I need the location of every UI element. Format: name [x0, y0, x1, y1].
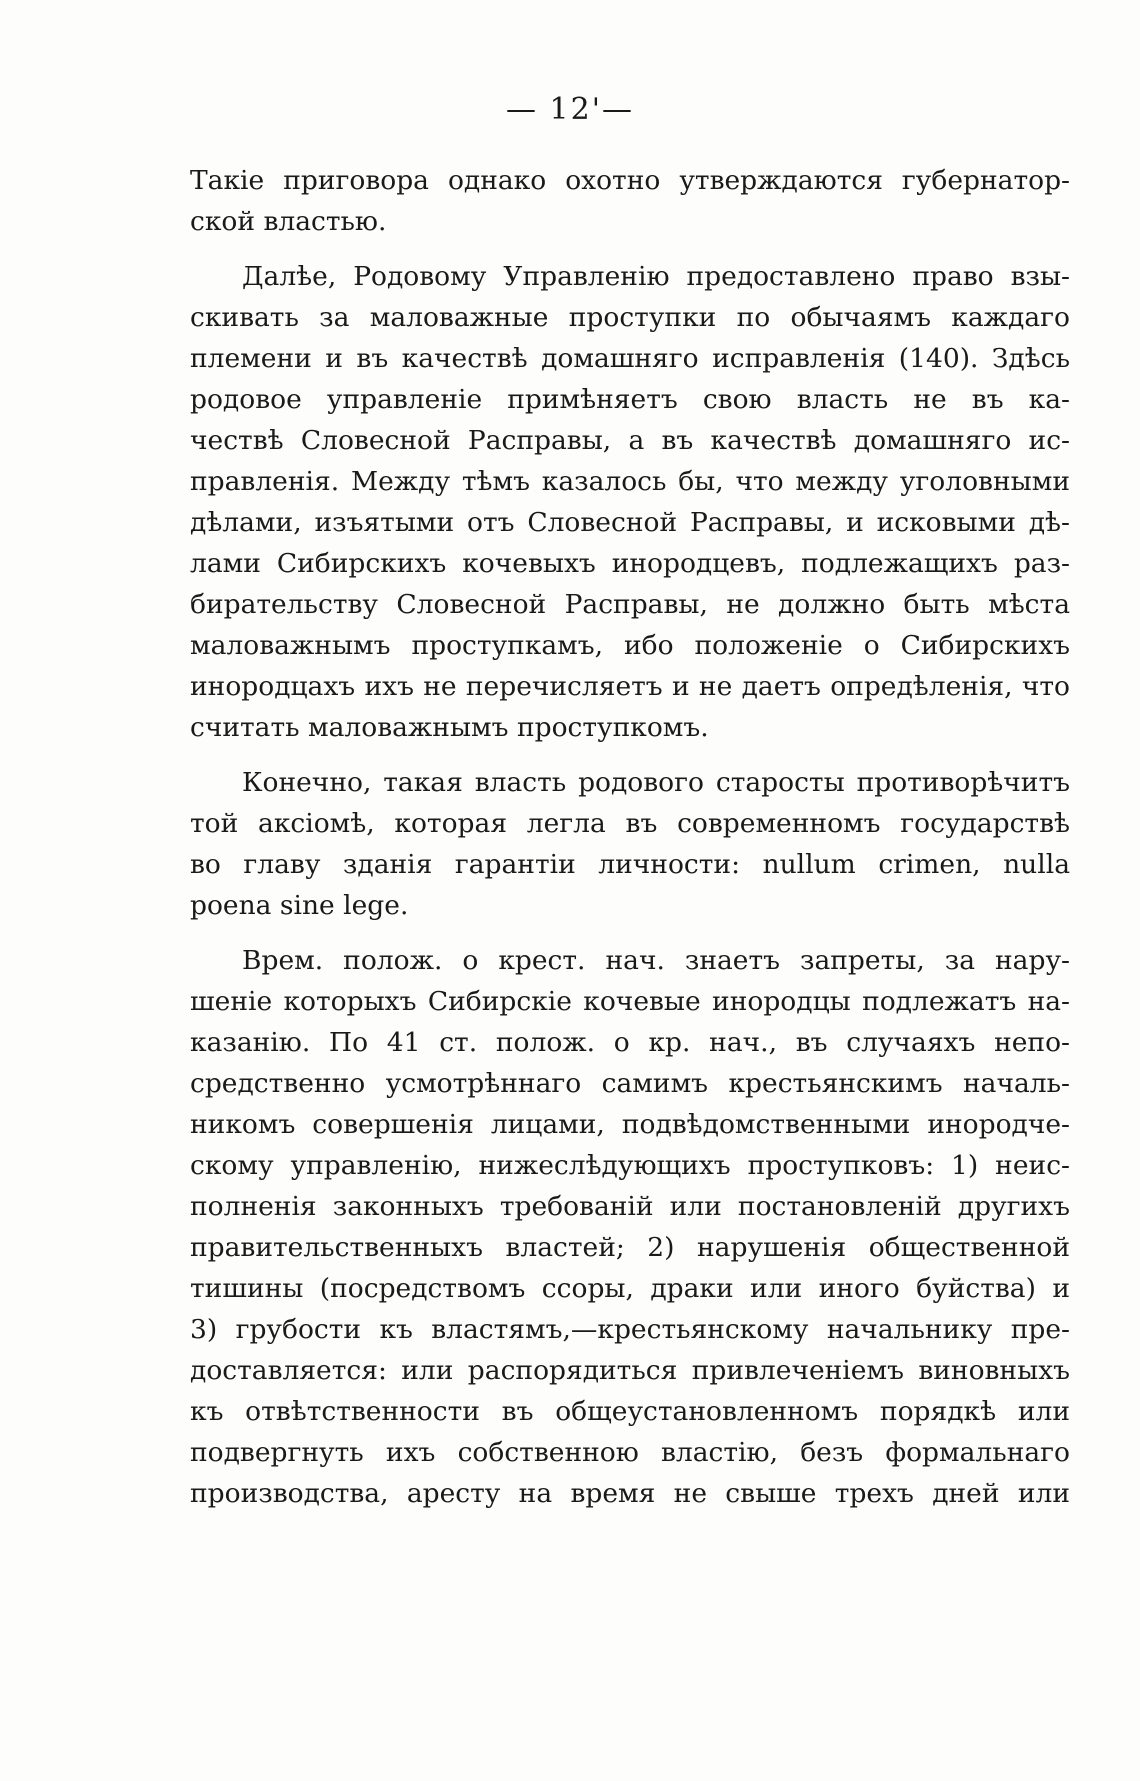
text-line: шеніе которыхъ Сибирскіе кочевые инородцы подлежатъ на- [190, 986, 1070, 1017]
text-line: 3) грубости къ властямъ,—крестьянскому начальнику пре- [190, 1314, 1070, 1345]
text-line: маловажнымъ проступкамъ, ибо положеніе о Сибирскихъ [190, 630, 1070, 661]
text-line: доставляется: или распорядиться привлеченіемъ виновныхъ [190, 1355, 1070, 1386]
text-line: во главу зданія гарантіи личности: nullum crimen, nulla [190, 849, 1070, 880]
text-line: Конечно, такая власть родового старосты противорѣчитъ [242, 767, 1070, 798]
body-text [190, 160, 1070, 1514]
text-line: производства, аресту на время не свыше трехъ дней или [190, 1478, 1070, 1509]
text-line: казанію. По 41 ст. полож. о кр. нач., въ случаяхъ непо- [190, 1027, 1070, 1058]
text-line: считать маловажнымъ проступкомъ. [190, 712, 709, 743]
text-line: Такіе приговора однако охотно утверждаются губернатор- [190, 165, 1070, 196]
text-line: Врем. полож. о крест. нач. знаетъ запреты, за нару- [242, 945, 1070, 976]
text-line: родовое управленіе примѣняетъ свою власть не въ ка- [190, 384, 1070, 415]
text-line: инородцахъ ихъ не перечисляетъ и не даетъ опредѣленія, что [190, 671, 1070, 702]
text-line: полненія законныхъ требованій или постановленій другихъ [190, 1191, 1070, 1222]
text-line: дѣлами, изъятыми отъ Словесной Расправы, и исковыми дѣ- [190, 507, 1070, 538]
text-line: бирательству Словесной Расправы, не должно быть мѣста [190, 589, 1070, 620]
text-line: племени и въ качествѣ домашняго исправленія (140). Здѣсь [190, 343, 1070, 374]
text-line: Далѣе, Родовому Управленію предоставлено право взы- [242, 261, 1070, 292]
text-line: ской властью. [190, 206, 387, 237]
text-line: чествѣ Словесной Расправы, а въ качествѣ домашняго ис- [190, 425, 1070, 456]
text-line: скому управленію, нижеслѣдующихъ проступковъ: 1) неис- [190, 1150, 1070, 1181]
text-line: скивать за маловажные проступки по обычаямъ каждаго [190, 302, 1070, 333]
text-line: той аксіомѣ, которая легла въ современномъ государствѣ [190, 808, 1070, 839]
text-line: тишины (посредствомъ ссоры, драки или иного буйства) и [190, 1273, 1070, 1304]
page-number: — 12'— [506, 92, 634, 127]
text-line: средственно усмотрѣннаго самимъ крестьянскимъ началь- [190, 1068, 1070, 1099]
text-line: къ отвѣтственности въ общеустановленномъ порядкѣ или [190, 1396, 1070, 1427]
text-line: никомъ совершенія лицами, подвѣдомственными инородче- [190, 1109, 1070, 1140]
text-line: правленія. Между тѣмъ казалось бы, что между уголовными [190, 466, 1070, 497]
text-line: подвергнуть ихъ собственною властію, безъ формальнаго [190, 1437, 1070, 1468]
text-line: правительственныхъ властей; 2) нарушенія общественной [190, 1232, 1070, 1263]
text-line: poena sine lege. [190, 890, 409, 921]
text-line: лами Сибирскихъ кочевыхъ инородцевъ, подлежащихъ раз- [190, 548, 1070, 579]
